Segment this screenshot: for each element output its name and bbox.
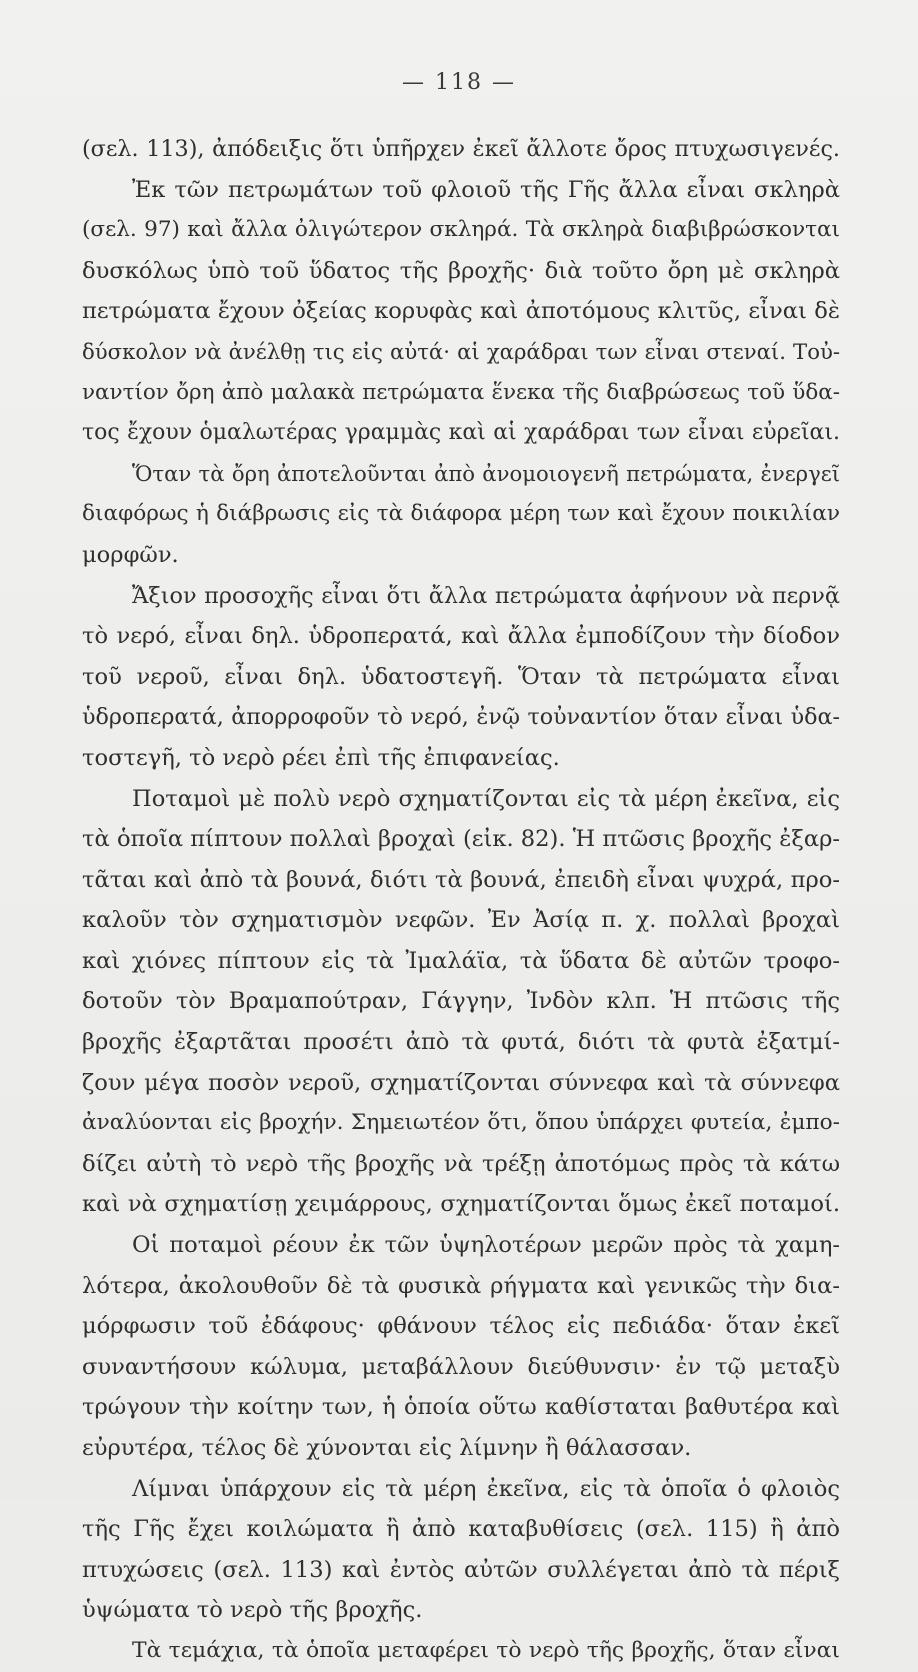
text-line: συναντήσουν κώλυμα, μεταβάλλουν διεύθυνσιν· ἐν τῷ μεταξὺ bbox=[82, 1353, 840, 1380]
text-line: ἀναλύονται εἰς βροχήν. Σημειωτέον ὅτι, ὅπου ὑπάρχει φυτεία, ἐμπο- bbox=[82, 1110, 840, 1136]
text-line: καλοῦν τὸν σχηματισμὸν νεφῶν. Ἐν Ἀσίᾳ π. χ. πολλαὶ βροχαὶ bbox=[82, 907, 840, 934]
text-line: τρώγουν τὴν κοίτην των, ἡ ὁποία οὕτω καθίσταται βαθυτέρα καὶ bbox=[82, 1394, 840, 1421]
text-line: τος ἔχουν ὁμαλωτέρας γραμμὰς καὶ αἱ χαράδραι των εἶναι εὐρεῖαι. bbox=[82, 420, 840, 446]
page-number: — 118 — bbox=[402, 70, 516, 95]
body-text bbox=[82, 129, 840, 1672]
text-line: (σελ. 97) καὶ ἄλλα ὀλιγώτερον σκληρά. Τὰ σκληρὰ διαβιβρώσκονται bbox=[82, 217, 840, 243]
text-line: Λίμναι ὑπάρχουν εἰς τὰ μέρη ἐκεῖνα, εἰς τὰ ὁποῖα ὁ φλοιὸς bbox=[132, 1475, 840, 1502]
text-line: (σελ. 113), ἀπόδειξις ὅτι ὑπῆρχεν ἐκεῖ ἄλλοτε ὄρος πτυχωσιγενές. bbox=[82, 136, 840, 162]
text-line: τᾶται καὶ ἀπὸ τὰ βουνά, διότι τὰ βουνά, ἐπειδὴ εἶναι ψυχρά, προ- bbox=[82, 866, 840, 893]
text-line: ὑψώματα τὸ νερὸ τῆς βροχῆς. bbox=[82, 1597, 423, 1624]
text-line: ὑδροπερατά, ἀπορροφοῦν τὸ νερό, ἐνῷ τοὐναντίον ὅταν εἶναι ὑδα- bbox=[82, 704, 840, 731]
text-line: καὶ νὰ σχηματίσῃ χειμάρρους, σχηματίζονται ὅμως ἐκεῖ ποταμοί. bbox=[82, 1191, 840, 1218]
text-line: δυσκόλως ὑπὸ τοῦ ὕδατος τῆς βροχῆς· διὰ τοῦτο ὄρη μὲ σκληρὰ bbox=[82, 257, 840, 284]
text-line: τὰ ὁποῖα πίπτουν πολλαὶ βροχαὶ (εἰκ. 82). Ἡ πτῶσις βροχῆς ἐξαρ- bbox=[82, 826, 840, 853]
text-line: Ποταμοὶ μὲ πολὺ νερὸ σχηματίζονται εἰς τὰ μέρη ἐκεῖνα, εἰς bbox=[132, 785, 840, 812]
text-line: λότερα, ἀκολουθοῦν δὲ τὰ φυσικὰ ρήγματα καὶ γενικῶς τὴν δια- bbox=[82, 1272, 840, 1299]
text-line: πτυχώσεις (σελ. 113) καὶ ἐντὸς αὐτῶν συλλέγεται ἀπὸ τὰ πέριξ bbox=[82, 1556, 840, 1583]
text-line: διαφόρως ἡ διάβρωσις εἰς τὰ διάφορα μέρη των καὶ ἔχουν ποικιλίαν bbox=[82, 501, 840, 527]
text-line: πετρώματα ἔχουν ὀξείας κορυφὰς καὶ ἀποτόμους κλιτῦς, εἶναι δὲ bbox=[82, 298, 840, 325]
text-line: βροχῆς ἐξαρτᾶται προσέτι ἀπὸ τὰ φυτά, διότι τὰ φυτὰ ἐξατμί- bbox=[82, 1029, 840, 1056]
text-line: Οἱ ποταμοὶ ρέουν ἐκ τῶν ὑψηλοτέρων μερῶν πρὸς τὰ χαμη- bbox=[132, 1232, 840, 1259]
text-line: καὶ χιόνες πίπτουν εἰς τὰ Ἰμαλάϊα, τὰ ὕδατα δὲ αὐτῶν τροφο- bbox=[82, 947, 840, 974]
text-line: δοτοῦν τὸν Βραμαπούτραν, Γάγγην, Ἰνδὸν κλπ. Ἡ πτῶσις τῆς bbox=[82, 988, 840, 1015]
text-line: Τὰ τεμάχια, τὰ ὁποῖα μεταφέρει τὸ νερὸ τῆς βροχῆς, ὅταν εἶναι bbox=[132, 1637, 840, 1663]
text-line: μόρφωσιν τοῦ ἐδάφους· φθάνουν τέλος εἰς πεδιάδα· ὅταν ἐκεῖ bbox=[82, 1313, 840, 1340]
text-line: μορφῶν. bbox=[82, 541, 179, 568]
text-line: εὐρυτέρα, τέλος δὲ χύνονται εἰς λίμνην ἢ θάλασσαν. bbox=[82, 1435, 692, 1461]
text-line: Ἄξιον προσοχῆς εἶναι ὅτι ἄλλα πετρώματα ἀφήνουν νὰ περνᾷ bbox=[132, 582, 840, 609]
text-line: Ἐκ τῶν πετρωμάτων τοῦ φλοιοῦ τῆς Γῆς ἄλλα εἶναι σκληρὰ bbox=[132, 176, 840, 203]
text-line: τοῦ νεροῦ, εἶναι δηλ. ὑδατοστεγῆ. Ὅταν τὰ πετρώματα εἶναι bbox=[82, 663, 840, 690]
text-line: τῆς Γῆς ἔχει κοιλώματα ἢ ἀπὸ καταβυθίσεις (σελ. 115) ἢ ἀπὸ bbox=[82, 1516, 840, 1543]
text-line: ναντίον ὄρη ἀπὸ μαλακὰ πετρώματα ἕνεκα τῆς διαβρώσεως τοῦ ὕδα- bbox=[82, 379, 840, 405]
text-line: Ὅταν τὰ ὄρη ἀποτελοῦνται ἀπὸ ἀνομοιογενῆ πετρώματα, ἐνεργεῖ bbox=[132, 460, 840, 486]
text-line: ζουν μέγα ποσὸν νεροῦ, σχηματίζονται σύννεφα καὶ τὰ σύννεφα bbox=[82, 1069, 840, 1096]
text-line: δύσκολον νὰ ἀνέλθῃ τις εἰς αὐτά· αἱ χαράδραι των εἶναι στεναί. Τοὐ- bbox=[82, 338, 840, 364]
text-line: τὸ νερό, εἶναι δηλ. ὑδροπερατά, καὶ ἄλλα ἐμποδίζουν τὴν δίοδον bbox=[82, 623, 840, 650]
text-line: τοστεγῆ, τὸ νερὸ ρέει ἐπὶ τῆς ἐπιφανείας. bbox=[82, 744, 560, 771]
text-line: δίζει αὐτὴ τὸ νερὸ τῆς βροχῆς νὰ τρέξῃ ἀποτόμως πρὸς τὰ κάτω bbox=[82, 1150, 840, 1177]
